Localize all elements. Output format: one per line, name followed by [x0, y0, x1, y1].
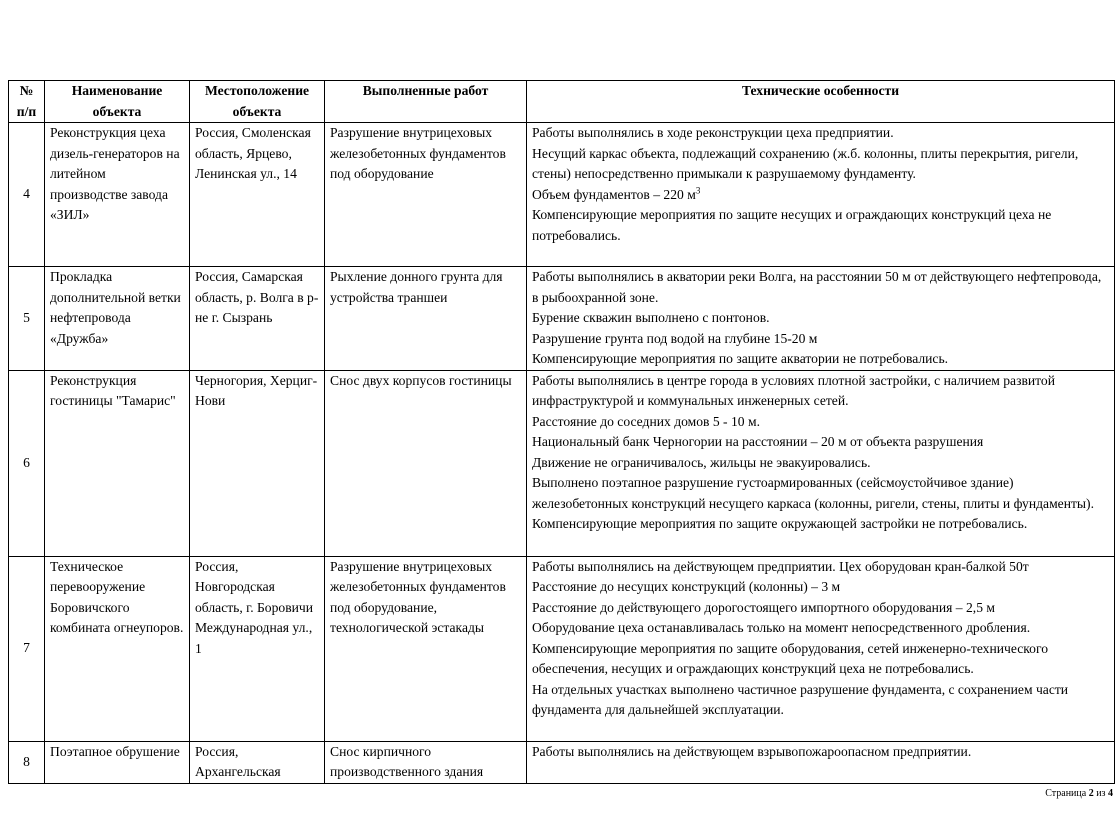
row-name: Реконструкция гостиницы "Тамарис" — [45, 370, 190, 556]
row-name: Техническое перевооружение Боровичского комбината огнеупоров. — [45, 556, 190, 741]
row-num: 5 — [9, 267, 45, 371]
tech-line: Бурение скважин выполнено с понтонов. — [532, 310, 770, 325]
row-location: Россия, Новгородская область, г. Боровичи Международная ул., 1 — [190, 556, 325, 741]
table-row — [9, 556, 1115, 741]
row-works: Разрушение внутрицеховых железобетонных фундаментов под оборудование, технологической эстакады — [325, 556, 527, 741]
table-row — [9, 267, 1115, 371]
tech-line: Компенсирующие мероприятия по защите окружающей застройки не потребовались. — [532, 516, 1028, 531]
footer-page-number: 2 — [1088, 788, 1094, 799]
row-location: Черногория, Херциг-Нови — [190, 370, 325, 556]
header-name: Наименование объекта — [45, 81, 190, 123]
header-location: Местоположение объекта — [190, 81, 325, 123]
row-name: Реконструкция цеха дизель-генераторов на литейном производстве завода «ЗИЛ» — [45, 123, 190, 267]
tech-line: Работы выполнялись на действующем взрывопожароопасном предприятии. — [532, 743, 972, 759]
table-row — [9, 741, 1115, 783]
footer-page-total: 4 — [1108, 788, 1113, 799]
row-name: Прокладка дополнительной ветки нефтепровода «Дружба» — [45, 267, 190, 371]
row-tech — [527, 370, 1115, 556]
row-name: Поэтапное обрушение — [45, 741, 190, 783]
row-works: Рыхление донного грунта для устройства траншеи — [325, 267, 527, 371]
row-num: 4 — [9, 123, 45, 267]
tech-line: Несущий каркас объекта, подлежащий сохранению (ж.б. колонны, плиты перекрытия, ригели, стены) непосредственно примыкали к разрушаемому фундаменту. — [532, 145, 1079, 181]
header-works: Выполненные работ — [325, 81, 527, 123]
tech-line: Выполнено поэтапное разрушение густоармированных (сейсмоустойчивое здание) железобетонных конструкций несущего каркаса (колонны, ригели, стены, плиты и фундаменты). — [532, 475, 1094, 511]
row-tech — [527, 123, 1115, 267]
row-tech — [527, 556, 1115, 741]
tech-line: Работы выполнялись на действующем предприятии. Цех оборудован кран-балкой 50т — [532, 558, 1029, 574]
row-works: Разрушение внутрицеховых железобетонных фундаментов под оборудование — [325, 123, 527, 267]
tech-line: Национальный банк Черногории на расстоянии – 20 м от объекта разрушения — [532, 434, 984, 449]
row-tech — [527, 741, 1115, 783]
page-footer — [1045, 788, 1113, 799]
tech-line: Расстояние до соседних домов 5 - 10 м. — [532, 413, 760, 429]
row-location: Россия, Самарская область, р. Волга в р-не г. Сызрань — [190, 267, 325, 371]
tech-line: Оборудование цеха останавливалась только на момент непосредственного дробления. — [532, 620, 1031, 635]
tech-line: Компенсирующие мероприятия по защите несущих и ограждающих конструкций цеха не потребовались. — [532, 207, 1052, 243]
tech-line: На отдельных участках выполнено частичное разрушение фундамента, с сохранением части фундамента для дальнейшей эксплуатации. — [532, 681, 1069, 717]
row-num: 8 — [9, 741, 45, 783]
row-location: Россия, Смоленская область, Ярцево, Ленинская ул., 14 — [190, 123, 325, 267]
tech-line: Компенсирующие мероприятия по защите акватории не потребовались. — [532, 351, 949, 366]
row-num: 6 — [9, 370, 45, 556]
tech-line: Компенсирующие мероприятия по защите оборудования, сетей инженерно-технического обеспечения, несущих и ограждающих конструкций цеха не потребовались. — [532, 640, 1049, 676]
header-tech: Технические особенности — [527, 81, 1115, 123]
tech-line: Работы выполнялись в ходе реконструкции цеха предприятии. — [532, 125, 894, 140]
works-table — [8, 80, 1115, 784]
tech-line: Разрушение грунта под водой на глубине 15-20 м — [532, 330, 818, 346]
table-header-row — [9, 81, 1115, 123]
row-tech — [527, 267, 1115, 371]
tech-line: Расстояние до несущих конструкций (колонны) – 3 м — [532, 579, 841, 594]
tech-line: Работы выполнялись в акватории реки Волга, на расстоянии 50 м от действующего нефтепровода, в рыбоохранной зоне. — [532, 269, 1102, 305]
table-row — [9, 123, 1115, 267]
tech-line: Расстояние до действующего дорогостоящего импортного оборудования – 2,5 м — [532, 599, 995, 615]
tech-line: Движение не ограничивалось, жильцы не эвакуировались. — [532, 454, 871, 470]
footer-middle: из — [1093, 788, 1108, 799]
tech-line-text: Объем фундаментов – 220 м — [532, 186, 696, 202]
row-works: Снос двух корпусов гостиницы — [325, 370, 527, 556]
footer-prefix: Страница — [1045, 788, 1089, 799]
superscript-unit: 3 — [695, 184, 701, 195]
tech-line: Работы выполнялись в центре города в условиях плотной застройки, с наличием развитой инфраструктурой и коммунальных инженерных сетей. — [532, 372, 1055, 408]
header-num: № п/п — [9, 81, 45, 123]
table-row — [9, 370, 1115, 556]
row-num: 7 — [9, 556, 45, 741]
row-location: Россия, Архангельская — [190, 741, 325, 783]
tech-line — [532, 185, 1109, 206]
row-works: Снос кирпичного производственного здания — [325, 741, 527, 783]
